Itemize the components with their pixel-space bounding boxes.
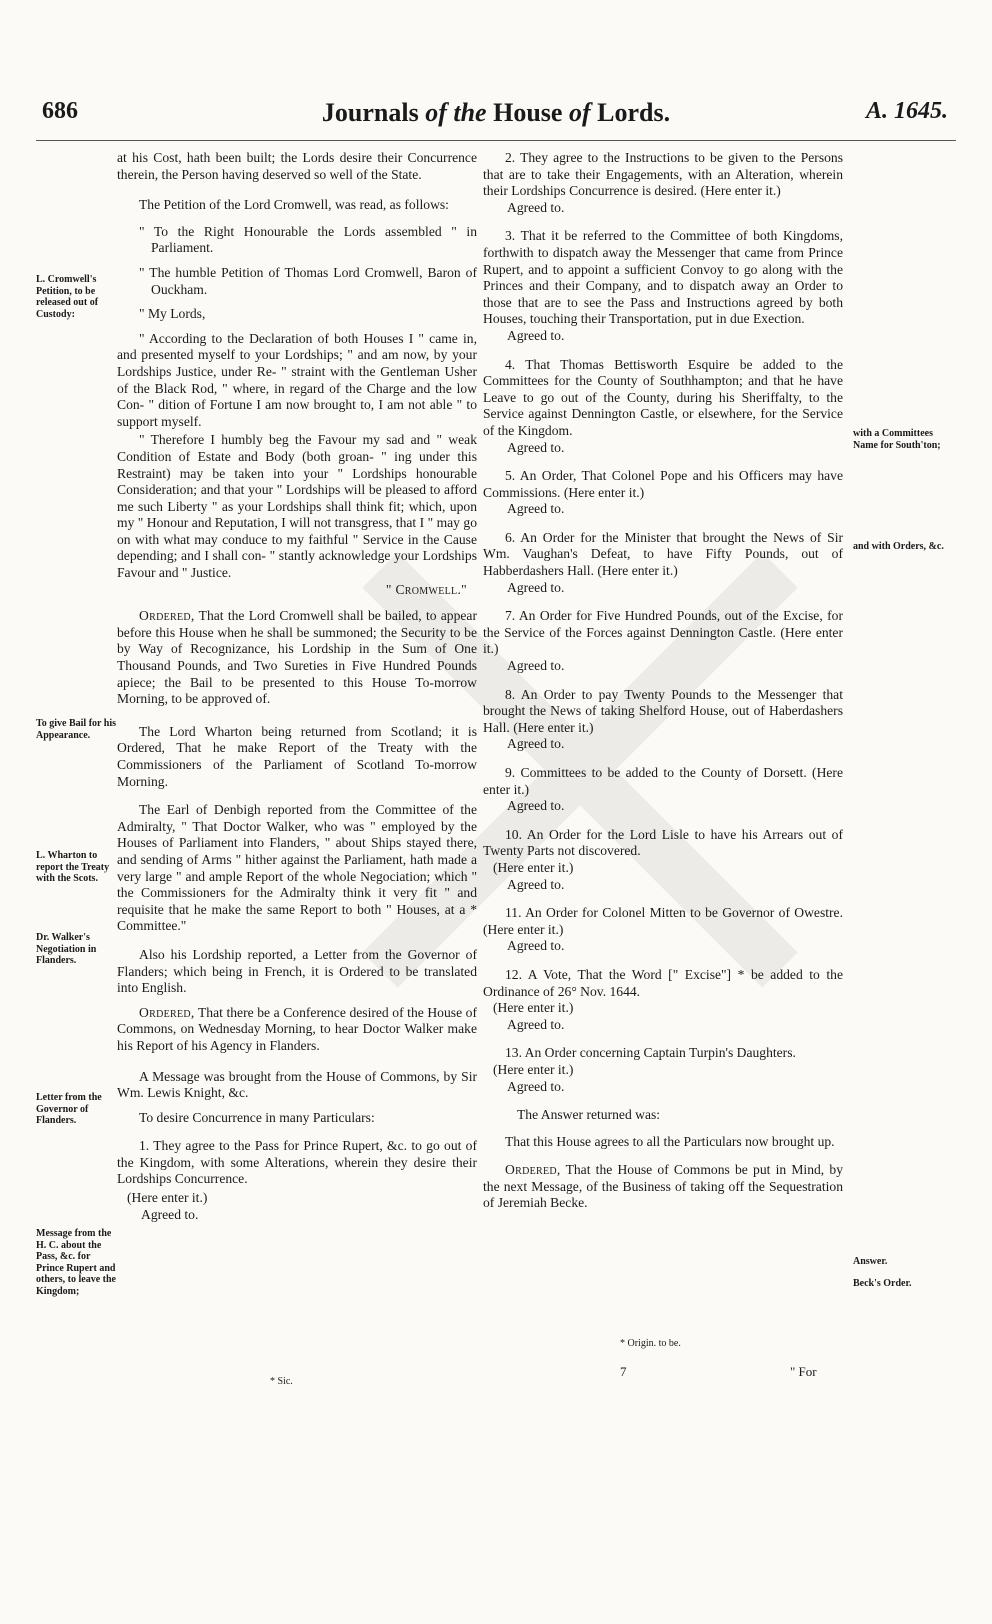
margin-note: Answer. — [853, 1256, 888, 1267]
margin-note: Letter from the Governor of Flanders. — [36, 1092, 102, 1126]
left-column — [117, 150, 477, 1235]
margin-note: and with Orders, &c. — [853, 541, 944, 552]
signature: " Cromwell." — [385, 581, 467, 597]
page-header — [0, 98, 992, 138]
paragraph: The Lord Wharton being returned from Scotland; it is Ordered, That he make Report of the Treaty with the Commissioners of the Parliament of Scotland To-morrow Morning. — [117, 723, 477, 789]
running-title: Journals of the House of Lords. — [321, 98, 671, 127]
right-column — [483, 150, 843, 1222]
list-item: 9. Committees to be added to the County of Dorsett. (Here enter it.) — [483, 765, 843, 797]
agreed-to: Agreed to. — [507, 876, 565, 892]
margin-note: To give Bail for his Appearance. — [36, 718, 117, 741]
paragraph: To desire Concurrence in many Particulars: — [139, 1109, 375, 1125]
agreed-to: Agreed to. — [507, 327, 565, 343]
agreed-to: Agreed to. — [507, 501, 565, 517]
list-item: 8. An Order to pay Twenty Pounds to the Messenger that brought the News of taking Shelford House, out of Haberdashers Hall. (Here enter it.) — [483, 686, 843, 735]
margin-note: Message from the H. C. about the Pass, &c. for Prince Rupert and others, to leave the Kingdom; — [36, 1228, 116, 1297]
header-rule — [36, 140, 956, 141]
answer-intro: The Answer returned was: — [517, 1107, 661, 1123]
list-item: 3. That it be referred to the Committee of both Kingdoms, forthwith to dispatch away the Messenger that came from Prince Rupert, and to appoint a sufficient Convoy to go along with the Princes and their Company, and to dispatch away an Order to those that are to see the Pass and Instructions agreed by both Houses, touching their Transportation, put in due Exection. — [483, 228, 843, 327]
answer-text: That this House agrees to all the Particulars now brought up. — [505, 1133, 835, 1149]
margin-note: with a Committees Name for South'ton; — [853, 428, 941, 451]
footnote: * Sic. — [270, 1376, 293, 1387]
agreed-to: Agreed to. — [507, 199, 565, 215]
footnote: * Origin. to be. — [620, 1338, 681, 1349]
enter-note: (Here enter it.) — [493, 1061, 574, 1077]
paragraph: The Petition of the Lord Cromwell, was read, as follows: — [139, 197, 449, 213]
agreed-to: Agreed to. — [507, 439, 565, 455]
list-item: 12. A Vote, That the Word [" Excise"] * be added to the Ordinance of 26° Nov. 1644. — [483, 966, 843, 999]
list-item: 6. An Order for the Minister that brought the News of Sir Wm. Vaughan's Defeat, to have Fifty Pounds, out of Habberdashers Hall. (Here enter it.) — [483, 529, 843, 579]
list-item: 11. An Order for Colonel Mitten to be Governor of Owestre. (Here enter it.) — [483, 905, 843, 937]
paragraph: Also his Lordship reported, a Letter from the Governor of Flanders; which being in French, it is Ordered to be translated into English. — [117, 946, 477, 996]
paragraph: 1. They agree to the Pass for Prince Rupert, &c. to go out of the Kingdom, with some Alterations, wherein they desire their Lordships Concurrence. — [117, 1138, 477, 1187]
catchword: " For — [790, 1364, 817, 1379]
list-item: 4. That Thomas Bettisworth Esquire be added to the Committees for the County of Southhampton; and that he have Leave to go out of the County, during his Sheriffalty, to the Service against Dennington Castle, or elsewhere, for the Service of the Kingdom. — [483, 356, 843, 438]
list-item: 5. An Order, That Colonel Pope and his Officers may have Commissions. (Here enter it.) — [483, 468, 843, 500]
margin-note: L. Wharton to report the Treaty with the Scots. — [36, 850, 110, 884]
agreed-to: Agreed to. — [507, 736, 565, 752]
page-number: 686 — [42, 98, 78, 124]
enter-note: (Here enter it.) — [493, 859, 574, 875]
agreed-to: Agreed to. — [507, 579, 565, 595]
list-item: 2. They agree to the Instructions to be given to the Persons that are to take their Engagements, with an Alteration, wherein their Lordships Concurrence is desired. (Here enter it.) — [483, 150, 843, 199]
list-item: 7. An Order for Five Hundred Pounds, out of the Excise, for the Service of the Forces against Dennington Castle. (Here enter it.) — [483, 608, 843, 657]
agreed-to: Agreed to. — [507, 1016, 565, 1032]
agreed-to: Agreed to. — [507, 798, 565, 814]
list-item: 13. An Order concerning Captain Turpin's Daughters. — [505, 1045, 796, 1061]
margin-note: Dr. Walker's Negotiation in Flanders. — [36, 932, 97, 966]
list-item: 10. An Order for the Lord Lisle to have his Arrears out of Twenty Parts not discovered. — [483, 826, 843, 859]
enter-note: (Here enter it.) — [127, 1190, 208, 1206]
petition-title: " The humble Petition of Thomas Lord Cromwell, Baron of Ouckham. — [139, 264, 477, 297]
enter-note: (Here enter it.) — [493, 1000, 574, 1016]
signature-mark: 7 — [620, 1364, 627, 1379]
salutation: " My Lords, — [139, 306, 206, 322]
paragraph: A Message was brought from the House of Commons, by Sir Wm. Lewis Knight, &c. — [117, 1068, 477, 1101]
agreed-to: Agreed to. — [507, 938, 565, 954]
paragraph: The Earl of Denbigh reported from the Committee of the Admiralty, " That Doctor Walker, who was " employed by the Houses of Parliament into Flanders, " about Ships stayed there, and sending of Arms " hither against the Parliament, hath made a very large " and ample Report of the whole Negociation; which " the Commissioners for the Admiralty think it very fit " and requisite that he make the same Report to both " Houses, at a * Committee." — [117, 802, 477, 934]
paragraph: " Therefore I humbly beg the Favour my sad and " weak Condition of Estate and Body (both groan- " ing under this Restraint) may be taken into your " Lordships honourable Consideration; and that your " Lordships will be pleased to afford me such Liberty " as your Lordships shall think fit; which, upon my " Honour and Reputation, I will not transgress, that I " may go on with what may conduce to my faithful " Service in the Cause depending; and I shall con- " stantly acknowledge your Lordships Favour and " Justice. — [117, 432, 477, 581]
paragraph: " According to the Declaration of both Houses I " came in, and presented myself to your Lordships; " and am now, by your Lordships Justice, under Re- " straint with the Gentleman Usher of the Black Rod, " where, in regard of the Charge and the low Con- " dition of Fortune I am now brought to, I am not able " to support myself. — [117, 330, 477, 429]
margin-note: Beck's Order. — [853, 1278, 912, 1289]
petition-address: " To the Right Honourable the Lords assembled " in Parliament. — [139, 223, 477, 256]
year: A. 1645. — [865, 98, 948, 124]
order-paragraph: Ordered, That there be a Conference desired of the House of Commons, on Wednesday Morning, to hear Doctor Walker make his Report of his Agency in Flanders. — [117, 1004, 478, 1053]
paragraph: at his Cost, hath been built; the Lords desire their Concurrence therein, the Person having deserved so well of the State. — [117, 150, 477, 182]
agreed-to: Agreed to. — [141, 1206, 199, 1222]
order-paragraph: Ordered, That the House of Commons be put in Mind, by the next Message, of the Business of taking off the Sequestration of Jeremiah Becke. — [483, 1162, 843, 1211]
agreed-to: Agreed to. — [507, 658, 565, 674]
margin-note: L. Cromwell's Petition, to be released out of Custody: — [36, 274, 99, 320]
agreed-to: Agreed to. — [507, 1078, 565, 1094]
order-paragraph: Ordered, That the Lord Cromwell shall be bailed, to appear before this House when he shall be summoned; the Security to be by Way of Recognizance, his Lordship in the Sum of One Thousand Pounds, and Two Sureties in Five Hundred Pounds apiece; the Bail to be presented to this House To-morrow Morning, to be approved of. — [117, 608, 477, 707]
